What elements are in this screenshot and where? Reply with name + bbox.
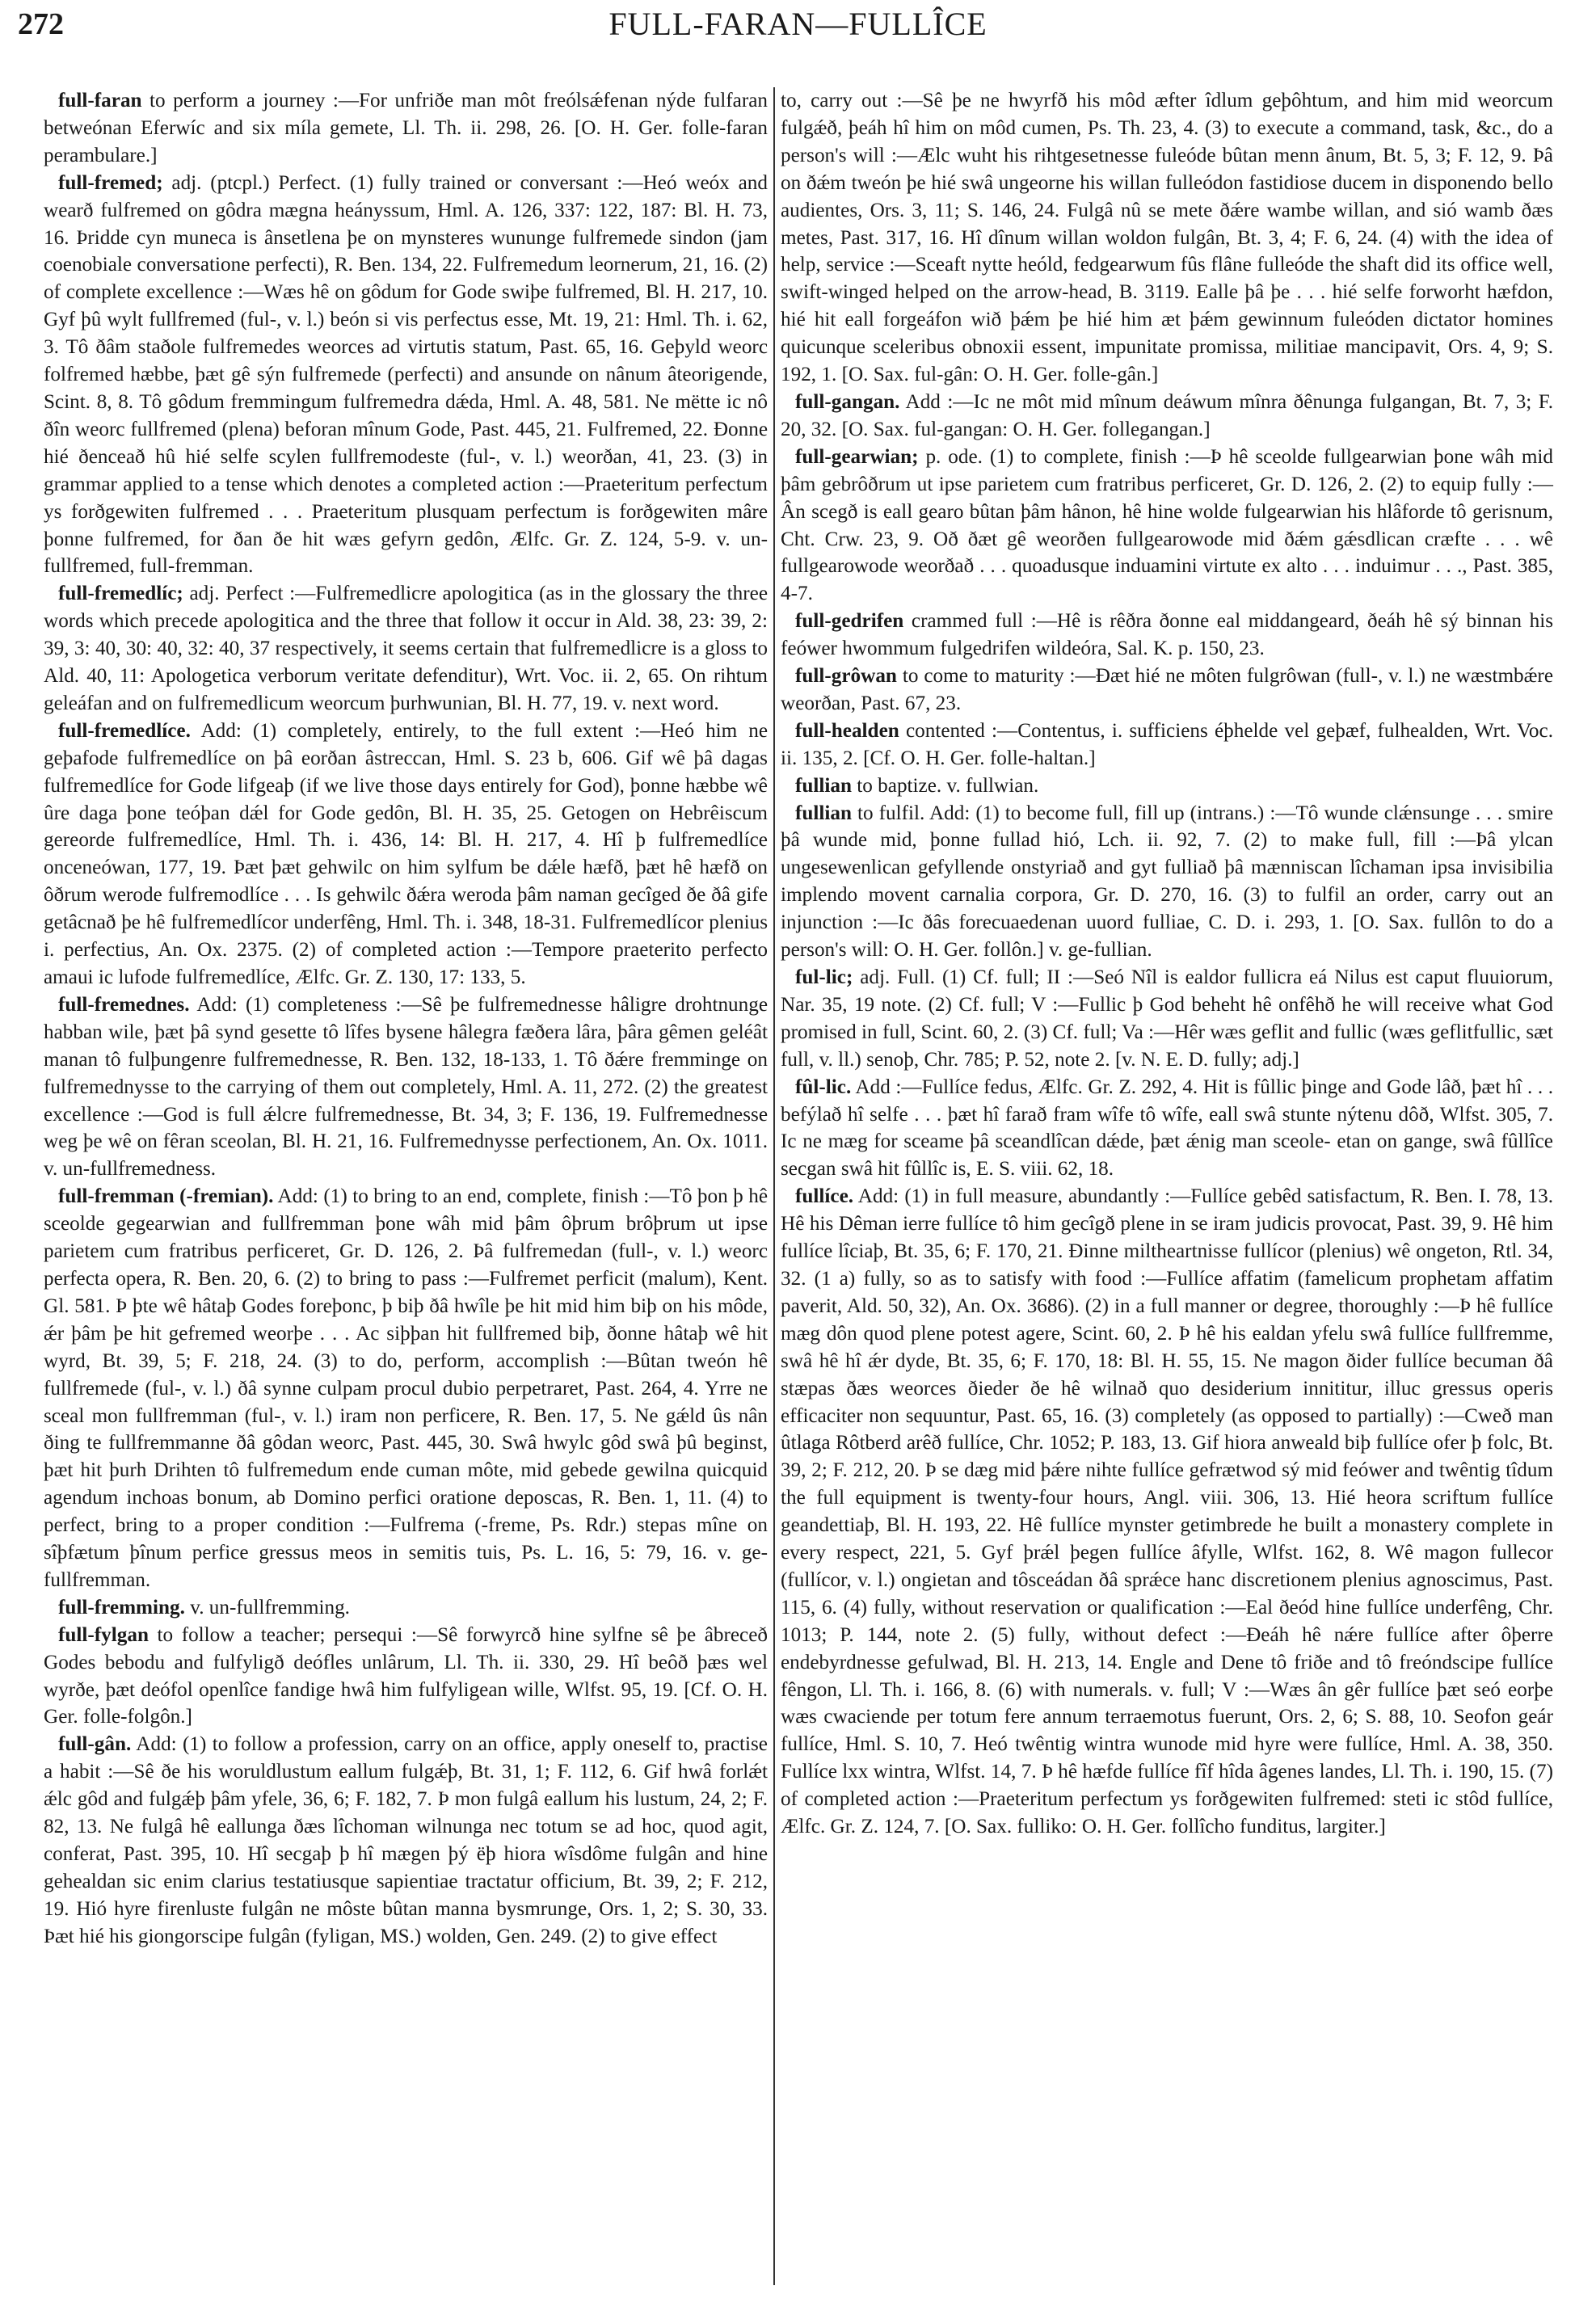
headword: full-gedrifen bbox=[795, 610, 904, 633]
dictionary-entry bbox=[781, 1074, 1553, 1184]
entry-body: Add :—Ic ne môt mid mînum deáwum mînra ðênunga fulgangan, Bt. 7, 3; F. 20, 32. [O. Sax. ful-gangan: O. H. Ger. follegangan.] bbox=[781, 390, 1553, 440]
dictionary-entry bbox=[44, 580, 768, 718]
dictionary-entry bbox=[781, 1183, 1553, 1841]
headword: fullíce. bbox=[795, 1185, 854, 1208]
headword: fullian bbox=[795, 774, 852, 797]
headword: full-fremednes. bbox=[58, 993, 190, 1016]
dictionary-entry bbox=[44, 1622, 768, 1732]
entry-body: to perform a journey :—For unfriðe man môt freólsǽfenan nýde fulfaran betweónan Eferwíc and six míla gemete, Ll. Th. ii. 298, 26. [O. H. Ger. folle-faran perambulare.] bbox=[44, 90, 768, 166]
headword: full-gearwian; bbox=[795, 445, 919, 468]
dictionary-entry bbox=[44, 170, 768, 581]
dictionary-entry bbox=[44, 991, 768, 1183]
dictionary-entry bbox=[781, 964, 1553, 1074]
dictionary-entry bbox=[781, 444, 1553, 608]
entry-body: to fulfil. Add: (1) to become full, fill up (intrans.) :—Tô wunde clǽnsunge . . . smire þâ wunde mid, þonne fullad hió, Lch. ii. 92, 7. (2) to make full, fill :—Þâ ylcan ungesewenlican gefyllende onstyriað and gyt fulliað þâ mænniscan lîchaman ipsa invisibilia implendo movent carnalia corpora, Gr. D. 270, 16. (3) to fulfil an order, carry out an injunction :—Ic ðâs forecuaedenan uuord fulliae, C. D. i. 293, 1. [O. Sax. fullôn to do a person's will: O. H. Ger. follôn.] v. ge-fullian. bbox=[781, 802, 1553, 962]
entry-body: Add: (1) to follow a profession, carry on an office, apply oneself to, practise a habit :—Sê ðe his woruldlustum eallum fulgǽþ, Bt. 31, 1; F. 112, 6. Gif hwâ forlǽt ǽlc gôd and fulgǽþ þâm yfele, 36, 6; F. 182, 7. Þ mon fulgâ eallum his lustum, 24, 2; F. 82, 13. Ne fulgâ hê eallunga ðæs lîchoman wilnunga nec totum se ad hoc, quod agit, conferat, Past. 395, 10. Hî secgaþ þ hî mægen þý ëþ hiora wîsdôme fulgân and hine gehealdan sic enim clarius testatiusque sapientiae tractatur officium, Bt. 39, 2; F. 212, 19. Hió hyre firenluste fulgân ne môste bûtan manna bysmrunge, Ors. 1, 2; S. 30, 33. Þæt hié his giongorscipe fulgân (fyligan, MS.) wolden, Gen. 249. (2) to give effect bbox=[44, 1733, 768, 1947]
dictionary-entry bbox=[781, 800, 1553, 964]
headword: fullian bbox=[795, 802, 852, 824]
page-number: 272 bbox=[18, 7, 64, 41]
dictionary-entry bbox=[44, 87, 768, 170]
headword: full-fremman (-fremian). bbox=[58, 1185, 274, 1208]
dictionary-entry bbox=[44, 1183, 768, 1594]
column-divider bbox=[773, 87, 775, 2285]
dictionary-entry bbox=[781, 389, 1553, 444]
entry-body: contented :—Contentus, i. sufficiens éþhelde vel geþæf, fulhealden, Wrt. Voc. ii. 135, 2. [Cf. O. H. Ger. folle-haltan.] bbox=[781, 719, 1553, 769]
entry-body: Add: (1) to bring to an end, complete, finish :—Tô þon þ hê sceolde gegearwian and fullfremman þone wâh mid þâm ôþrum brôþrum ut ipse parietem cum fratribus perficeret, Gr. D. 126, 2. Þâ fulfremedan (full-, v. l.) weorc perfecta opera, R. Ben. 20, 6. (2) to bring to pass :—Fulfremet perficit (malum), Kent. Gl. 581. Þ þte wê hâtaþ Godes foreþonc, þ biþ ðâ hwîle þe hit mid him biþ on his môde, ǽr þâm þe hit gefremed weorþe . . . Ac siþþan hit fullfremed biþ, ðonne hâtaþ wê hit wyrd, Bt. 39, 5; F. 218, 24. (3) to do, perform, accomplish :—Bûtan tweón hê fullfremede (ful-, v. l.) ðâ synne culpam procul dubio perpetraret, Past. 264, 4. Yrre ne sceal mon fullfremman (ful-, v. l.) iram non perficere, R. Ben. 17, 5. Ne gǽld ûs nân ðing te fullfremmanne ðâ gôdan weorc, Past. 445, 30. Swâ hwylc gôd swâ þû beginst, þæt hit þurh Drihten tô fulfremedum ende cuman môte, mid gebede gewilna quicquid agendum inchoas bonum, ab Domino perfici oratione deposcas, R. Ben. 1, 11. (4) to perfect, bring to a proper condition :—Fulfrema (-freme, Ps. Rdr.) stepas mîne on sîþfætum þînum perfice gressus meos in semitis tuis, Ps. L. 16, 5: 79, 16. v. ge-fullfremman. bbox=[44, 1185, 769, 1591]
entry-body: v. un-fullfremming. bbox=[184, 1596, 350, 1619]
entry-body: to baptize. v. fullwian. bbox=[852, 774, 1039, 797]
dictionary-entry bbox=[44, 1594, 768, 1622]
dictionary-entry bbox=[44, 718, 768, 991]
dictionary-entry bbox=[781, 608, 1553, 663]
dictionary-entry bbox=[781, 663, 1553, 718]
headword: full-gangan. bbox=[795, 390, 900, 413]
headword: full-fremedlíc; bbox=[58, 583, 183, 605]
dictionary-entry bbox=[781, 87, 1553, 389]
headword: full-grôwan bbox=[795, 665, 897, 688]
entry-body: to come to maturity :—Ðæt hié ne môten fulgrôwan (full-, v. l.) ne wæstmbǽre weorðan, Past. 67, 23. bbox=[781, 665, 1553, 714]
headword: full-fremming. bbox=[58, 1596, 185, 1619]
entry-body: adj. (ptcpl.) Perfect. (1) fully trained or conversant :—Heó weóx and wearð fulfremed on gôdra mægna heányssum, Hml. A. 126, 337: 122, 187: Bl. H. 73, 16. Þridde cyn muneca is ânsetlena þe on mynsteres wununge fulfremede sindon (jam coenobiale conversatione perfecti), R. Ben. 134, 22. Fulfremedum leornerum, 21, 16. (2) of complete excellence :—Wæs hê on gôdum for Gode swiþe fulfremed, Bl. H. 217, 10. Gyf þû wylt fullfremed (ful-, v. l.) beón si vis perfectus esse, Mt. 19, 21: Hml. Th. i. 62, 3. Tô ðâm staðole fulfremedes weorces ad virtutis statum, Past. 65, 16. Geþyld weorc folfremed hæbbe, þæt gê sýn fulfremede (perfecti) and ansunde on nânum âteorigende, Scint. 8, 8. Tô gôdum fremmingum fulfremedra dǽda, Hml. A. 48, 581. Ne mëtte ic nô ðîn weorc fullfremed (plena) beforan mînum Gode, Past. 445, 21. Fulfremed, 22. Ðonne hié ðenceað hû hié selfe scylen fullfremodeste (ful-, v. l.) weorðan, 41, 23. (3) in grammar applied to a tense which denotes a completed action :—Praeteritum perfectum ys forðgewiten fulfremed . . . Praeteritum plusquam perfectum is forðgewiten mâre þonne fulfremed, for ðan ðe hit wæs gefyrn gedôn, Ælfc. Gr. Z. 124, 5-9. v. un-fullfremed, full-fremman. bbox=[44, 171, 768, 578]
entry-body: adj. Perfect :—Fulfremedlicre apologitica (as in the glossary the three words which precede apologitica and the three that follow it occur in Ald. 38, 23: 39, 2: 39, 3: 40, 30: 40, 32: 40, 37 respectively, it seems certain that fulfremedlicre is a gloss to Ald. 40, 11: Apologetica verborum veritate defenditur), Wrt. Voc. ii. 2, 65. On rihtum geleáfan and on fulfremedlicum weorcum þurhwunian, Bl. H. 77, 19. v. next word. bbox=[44, 583, 768, 714]
headword: full-healden bbox=[795, 719, 899, 742]
headword: ful-lic; bbox=[795, 966, 853, 988]
entry-body: to, carry out :—Sê þe ne hwyrfð his môd æfter îdlum geþôhtum, and him mid weorcum fulgǽð, þeáh hî him on môd cumen, Ps. Th. 23, 4. (3) to execute a command, task, &c., do a person's will :—Ælc wuht his rihtgesetnesse fuleóde bûtan menn ânum, Bt. 5, 3; F. 12, 9. Þâ on ðǽm tweón þe hié swâ ungeorne his willan fulleódon fastidiose ducem in disponendo bello audientes, Ors. 3, 11; S. 146, 24. Fulgâ nû se mete ðǽre wambe willan, and sió wamb ðæs metes, Past. 317, 16. Hî dînum willan woldon fulgân, Bt. 3, 4; F. 6, 24. (4) with the idea of help, service :—Sceaft nytte heóld, fedgearwum fûs flâne fulleóde the shaft did its office well, swift-winged helped on the arrow-head, B. 3119. Ealle þâ þe . . . hié selfe forworht hæfdon, hié hit eall forgeáfon wið þǽm þe hié him æt þǽm gewinnum fuleóden dictator homines quicunque sceleribus obnoxii essent, impunitate promissa, militiae mancipavit, Ors. 4, 9; S. 192, 1. [O. Sax. ful-gân: O. H. Ger. folle-gân.] bbox=[781, 90, 1553, 386]
entry-body: Add :—Fullíce fedus, Ælfc. Gr. Z. 292, 4. Hit is fûllic þinge and Gode lâð, þæt hî . . . befýlað hî selfe . . . þæt hî farað fram wîfe tô wîfe, eall swâ stunte nýtenu dôð, Wlfst. 305, 7. Ic ne mæg for sceame þâ sceandlîcan dǽde, þæt ǽnig man sceole- etan on gange, swâ fûllîce secgan swâ hit fûllîc is, E. S. viii. 62, 18. bbox=[781, 1076, 1553, 1181]
dictionary-entry bbox=[781, 772, 1553, 800]
headword: full-gân. bbox=[58, 1733, 132, 1756]
entry-body: crammed full :—Hê is rêðra ðonne eal middangeard, ðeáh hê sý binnan his feówer hwommum fulgedrifen wildeóra, Sal. K. p. 150, 23. bbox=[781, 610, 1553, 660]
dictionary-entry bbox=[44, 1731, 768, 1950]
headword: full-faran bbox=[58, 90, 142, 112]
headword: fûl-lic. bbox=[795, 1076, 852, 1098]
entry-body: Add: (1) completely, entirely, to the full extent :—Heó him ne geþafode fulfremedlíce on þâ eorðan âstreccan, Hml. S. 23 b, 606. Gif wê þâ dagas fulfremedlíce for Gode lifgeaþ (if we live those days entirely for God), þonne hæbbe wê ûre daga þone teóþan dǽl for Gode gedôn, Bl. H. 35, 25. Getogen on Hebrêiscum gereorde fulfremedlíce, Hml. Th. i. 436, 14: Bl. H. 217, 4. Hî þ fulfremedlíce onceneówan, 177, 19. Þæt þæt gehwilc on him sylfum be dǽle hæfð, þæt hê hæfð on ôðrum werode fulfremodlíce . . . Is gehwilc ðǽra weroda þâm naman gecîged ðe ðâ gife getâcnað þe hê fulfremedlícor underfêng, Hml. Th. i. 348, 18-31. Fulfremedlícor plenius i. perfectius, An. Ox. 2375. (2) of completed action :—Tempore praeterito perfecto amaui ic lufode fulfremedlíce, Ælfc. Gr. Z. 130, 17: 133, 5. bbox=[44, 719, 768, 988]
headword: full-fremed; bbox=[58, 171, 163, 194]
entry-body: to follow a teacher; persequi :—Sê forwyrcð hine sylfne sê þe âbreceð Godes bebodu and fulfyligð deófles unlârum, Ll. Th. ii. 330, 29. Hî beôð þæs wel wyrðe, þæt deófol openlîce fandige hwâ him fulfyligean wille, Wlfst. 95, 19. [Cf. O. H. Ger. folle-folgôn.] bbox=[44, 1623, 768, 1728]
entry-body: p. ode. (1) to complete, finish :—Þ hê sceolde fullgearwian þone wâh mid þâm gebrôðrum ut ipse parietem cum fratribus perficeret, Gr. D. 126, 2. (2) to equip fully :—Ân scegð is eall gearo bûtan þâm hânon, hê hine wolde fulgearwian his hlâforde tô gerisnum, Cht. Crw. 23, 9. Oð ðæt gê weorðen fullgearowode mid ðǽm gǽsdlican cræfte . . . wê fullgearowode weorðað . . . quoadusque induamini virtute ex alto . . . induimur . . ., Past. 385, 4-7. bbox=[781, 445, 1553, 605]
left-column bbox=[44, 87, 768, 1951]
entry-body: adj. Full. (1) Cf. full; II :—Seó Nîl is ealdor fullicra eá Nilus est caput fluuiorum, Nar. 35, 19 note. (2) Cf. full; V :—Fullic þ God beheht hê onfêhð he will receive what God promised in full, Scint. 60, 2. (3) Cf. full; Va :—Hêr wæs geflit and fullic (wæs geflitfullic, sæt full, v. ll.) senoþ, Chr. 785; P. 52, note 2. [v. N. E. D. fully; adj.] bbox=[781, 966, 1553, 1071]
page-title: FULL-FARAN—FULLÎCE bbox=[609, 6, 987, 42]
headword: full-fremedlíce. bbox=[58, 719, 191, 742]
entry-body: Add: (1) completeness :—Sê þe fulfremednesse hâligre drohtnunge habban wile, þæt þâ synd gesette tô lîfes bysene hâlegra fæðera lâra, þâra gêmen geléât manan tô fulþungenre fulfremednesse, R. Ben. 132, 18-133, 1. Tô ðǽre fremminge on fulfremednysse to the carrying of them out completely, Hml. A. 11, 272. (2) the greatest excellence :—God is full ǽlcre fulfremednesse, Bt. 34, 3; F. 136, 19. Fulfremednesse weg þe wê on fêran sceolan, Bl. H. 21, 16. Fulfremednysse perfectionem, An. Ox. 1011. v. un-fullfremedness. bbox=[44, 993, 768, 1181]
right-column bbox=[781, 87, 1553, 1841]
entry-body: Add: (1) in full measure, abundantly :—Fullíce gebêd satisfactum, R. Ben. I. 78, 13. Hê his Dêman ierre fullíce tô him gecîgð plene in se iram judicis provocat, Past. 39, 9. Hê him fullíce lîciaþ, Bt. 35, 6; F. 170, 21. Ðinne miltheartnisse fullícor (plenius) wê ongeton, Rtl. 34, 32. (1 a) fully, so as to satisfy with food :—Fullíce affatim (famelicum prophetam affatim paverit, Ald. 50, 32), An. Ox. 3686). (2) in a full manner or degree, thoroughly :—Þ hê fullíce mæg dôn quod plene potest agere, Scint. 60, 2. Þ hê his ealdan yfelu swâ fullíce fullfremme, swâ hê hî ǽr dyde, Bt. 35, 6; F. 170, 18: Bl. H. 55, 15. Ne magon ðider fullíce becuman ðâ stæpas ðæs weorces ðieder ðe hê wilnað quo desiderium innititur, illuc gressus operis efficaciter non sequuntur, Past. 65, 16. (3) completely (as opposed to partially) :—Cweð man ûtlaga Rôtberd arêð fullíce, Chr. 1052; P. 183, 13. Gif hiora anweald biþ fullíce ofer þ folc, Bt. 39, 2; F. 212, 20. Þ se dæg mid þǽre nihte fullíce gefrætwod sý mid feówer and twêntig tîdum the full equipment is twenty-four hours, Angl. viii. 306, 13. Hié heora scriftum fullíce geandettiaþ, Bl. H. 193, 22. Hê fullíce mynster getimbrede he built a monastery complete in every respect, 221, 5. Gyf þrǽl þegen fullíce âfylle, Wlfst. 162, 8. Wê magon fullecor (fullícor, v. l.) ongietan and tôsceádan ðâ sprǽce hanc discretionem plenius agnoscimus, Past. 115, 6. (4) fully, without reservation or qualification :—Eal ðeód hine fullíce underfêng, Chr. 1013; P. 144, note 2. (5) fully, without defect :—Ðeáh hê nǽre fullíce after ôþerre endebyrdnesse gefulwad, Bl. H. 213, 14. Engle and Dene tô friðe and tô freóndscipe fullíce fêngon, Ll. Th. i. 166, 8. (6) with numerals. v. full; V :—Wæs ân gêr fullíce þæt seó eorþe wæs cwaciende per totum fere annum terraemotus fuerunt, Ors. 2, 6; S. 88, 10. Seofon geár fullíce, Hml. S. 10, 7. Heó twêntig wintra wunode mid hyre were fullíce, Hml. A. 38, 350. Fullíce lxx wintra, Wlfst. 14, 7. Þ hê hæfde fullíce fîf hîda âgenes landes, Ll. Th. i. 190, 15. (7) of completed action :—Praeteritum perfectum ys forðgewiten fulfremed: steti ic stôd fullíce, Ælfc. Gr. Z. 124, 7. [O. Sax. fulliko: O. H. Ger. follîcho funditus, largiter.] bbox=[781, 1185, 1553, 1838]
dictionary-entry bbox=[781, 718, 1553, 772]
headword: full-fylgan bbox=[58, 1623, 149, 1646]
